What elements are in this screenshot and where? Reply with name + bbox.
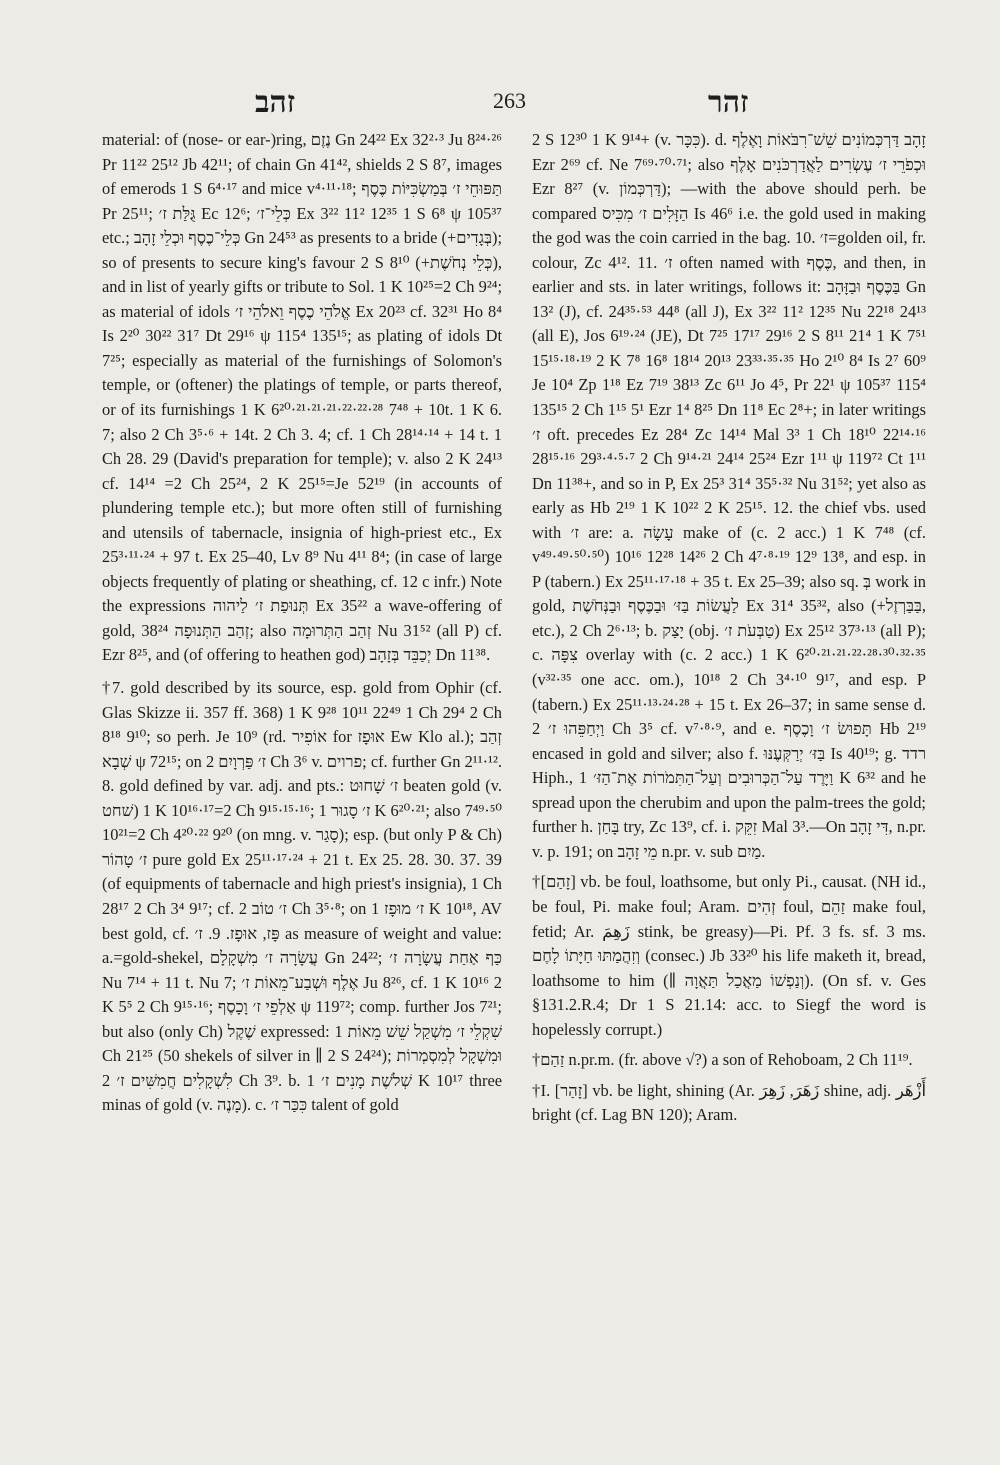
page-number: 263 — [493, 88, 526, 113]
right-column — [532, 128, 926, 1134]
right-paragraph-1: 2 S 12³⁰ 1 K 9¹⁴+ (v. כִּכָּר). d. זָהָב דַּרְכְּמוֹנִים שֵׁשׁ־רִבֹּאוֹת וָאֶלֶף Ezr 2⁶⁹ cf. Ne 7⁶⁹·⁷⁰·⁷¹; also וּכְפֹרֵי ז׳ עֶשְׂרִים לַאֲדַרְכֹּנִים אָלֶף Ezr 8²⁷ (v. דַּרְכְּמוֹן); —with the above should perh. be compared הַזָּלִים ז׳ מִכִּיס Is 46⁶ i.e. the gold used in making the god was the coin carried in the bag. 10. ז׳=golden oil, fr. colour, Zc 4¹². 11. ז׳ often named with כֶּסֶף, and then, in earlier and sts. in later writings, follows it: בַּכֶּסֶף וּבַזָּהָב Gn 13² (J), cf. 24³⁵·⁵³ 44⁸ (all J), Ex 3²² 11² 12³⁵ Nu 22¹⁸ 24¹³ (all E), Jos 6¹⁹·²⁴ (JE), Dt 7²⁵ 17¹⁷ 29¹⁶ 2 S 8¹¹ 21⁴ 1 K 7⁵¹ 15¹⁵·¹⁸·¹⁹ 2 K 7⁸ 16⁸ 18¹⁴ 20¹³ 23³³·³⁵·³⁵ Ho 2¹⁰ 8⁴ Is 2⁷ 60⁹ Je 10⁴ Zp 1¹⁸ Ez 7¹⁹ 38¹³ Zc 6¹¹ Jo 4⁵, Pr 22¹ ψ 105³⁷ 115⁴ 135¹⁵ 2 Ch 1¹⁵ 5¹ Ezr 1⁴ 8²⁵ Dn 11⁸ Ec 2⁸+; in later writings ז׳ oft. precedes Ez 28⁴ Zc 14¹⁴ Mal 3³ 1 Ch 18¹⁰ 22¹⁴·¹⁶ 28¹⁵·¹⁶ 29³·⁴·⁵·⁷ 2 Ch 9¹⁴·²¹ 24¹⁴ 25²⁴ Ezr 1¹¹ ψ 119⁷² Ct 1¹¹ Dn 11³⁸+, and so in P, Ex 25³ 31⁴ 35⁵·³² Nu 31⁵²; yet also as early as Hb 2¹⁹ 1 K 10²² 2 K 25¹⁵. 12. the chief vbs. used with ז׳ are: a. עָשָׂה make of (c. 2 acc.) 1 K 7⁴⁸ (cf. v⁴⁹·⁴⁹·⁵⁰·⁵⁰) 10¹⁶ 12²⁸ 14²⁶ 2 Ch 4⁷·⁸·¹⁹ 12⁹ 13⁸, and esp. in P (tabern.) Ex 25¹¹·¹⁷·¹⁸ + 35 t. Ex 25–39; also sq. בְּ work in gold, לַעֲשׂוֹת בַּזּ׳ וּבַכֶּסֶף וּבַנְּחֹשֶׁת Ex 31⁴ 35³², also (+בַּבַּרְזֶל, etc.), 2 Ch 2⁶·¹³; b. יָצַק (obj. טַבְּעֹת ז׳) Ex 25¹² 37³·¹³ (all P); c. צִפָּה overlay with (c. 2 acc.) 1 K 6²⁰·²¹·²¹·²²·²⁸·³⁰·³²·³⁵ (v³²·³⁵ one acc. om.), 10¹⁸ 2 Ch 3⁴·¹⁰ 9¹⁷, and esp. P (tabern.) Ex 25¹¹·¹³·²⁴·²⁸ + 15 t. Ex 26–37; in same sense d. וַיְחַפֵּהוּ ז׳ 2 Ch 3⁵ cf. v⁷·⁸·⁹, and e. תָּפוּשׂ ז׳ וָכֶסֶף Hb 2¹⁹ encased in gold and silver; also f. בַּזּ׳ יְרַקְּעֶנּוּ Is 40¹⁹; g. רדד Hiph., וַיָּרֶד עַל־הַכְּרוּבִים וְעַל־הַתִּמֹרוֹת אֶת־הַזּ׳ 1 K 6³² and he spread upon the cherubim and upon the palm-trees the gold; further h. בָּחַן try, Zc 13⁹, cf. i. זִקֵּק Mal 3³.—On דִּי זָהָב, n.pr. v. p. 191; on מֵי זָהָב n.pr. v. sub מַיִם. — [532, 130, 927, 861]
headword-left: זהב — [255, 86, 296, 119]
entry-zahar-verb: †I. [זָהַר] vb. be light, shining (Ar. زَهَرَ, زَهِرَ shine, adj. أَزْهَر bright (cf. Lag BN 120); Aram. — [532, 1080, 926, 1125]
entry-zaham-verb: †[זָהַם] vb. be foul, loathsome, but only Pi., causat. (NH id., be foul, Pi. make foul; Aram. זְהִים foul, זַהֵם make foul, fetid; Ar. زَهِمَ stink, be greasy)—Pi. Pf. 3 fs. sf. 3 ms. וְזִהֲמַתּוּ חַיָּתוֹ לָחֶם (consec.) Jb 33²⁰ his life maketh it, bread, loathsome to him (∥ וְנַפְשׁוֹ מַאֲכַל תַּאֲוָה). (On sf. v. Ges §131.2.R.4; Dr 1 S 21.14: acc. to Siegf the word is hopelessly corrupt.) — [532, 872, 927, 1039]
headword-right: זהר — [708, 86, 749, 119]
left-paragraph-1: material: of (nose- or ear-)ring, נֶזֶם Gn 24²² Ex 32²·³ Ju 8²⁴·²⁶ Pr 11²² 25¹² Jb 42¹¹; of chain Gn 41⁴², shields 2 S 8⁷, images of emerods 1 S 6⁴·¹⁷ and mice v⁴·¹¹·¹⁸; תַּפּוּחֵי ז׳ בְּמַשְׂכִּיּוֹת כֶּסֶף Pr 25¹¹; גֻּלַּת ז׳ Ec 12⁶; כְּלֵי־ז׳ Ex 3²² 11² 12³⁵ 1 S 6⁸ ψ 105³⁷ etc.; כְּלֵי־כֶסֶף וּכְלֵי זָהָב Gn 24⁵³ as presents to a bride (+בְּגָדִים); so of presents to secure king's favour 2 S 8¹⁰ (+כְּלֵי נְחֹשֶׁת), and in list of yearly gifts or tribute to Sol. 1 K 10²⁵=2 Ch 9²⁴; as material of idols אֱלֹהֵי כֶסֶף וֵאלֹהֵי ז׳ Ex 20²³ cf. 32³¹ Ho 8⁴ Is 2²⁰ 30²² 31⁷ Dt 29¹⁶ ψ 115⁴ 135¹⁵; as plating of idols Dt 7²⁵; especially as material of the furnishings of Solomon's temple, or (oftener) the platings of temple, or parts thereof, or of its furnishings 1 K 6²⁰·²¹·²¹·²¹·²²·²²·²⁸ 7⁴⁸ + 10t. 1 K 6. 7; also 2 Ch 3⁵·⁶ + 14t. 2 Ch 3. 4; cf. 1 Ch 28¹⁴·¹⁴ + 14 t. 1 Ch 28. 29 (David's preparation for temple); v. also 2 K 24¹³ cf. 14¹⁴ =2 Ch 25²⁴, 2 K 25¹⁵=Je 52¹⁹ (in accounts of plundering temple etc.); but more often still of furnishing and utensils of tabernacle, insignia of high-priest etc., Ex 25³·¹¹·²⁴ + 97 t. Ex 25–40, Lv 8⁹ Nu 4¹¹ 8⁴; (in case of large objects frequently of plating or sheathing, cf. 12 c infr.) Note the expressions תְּנוּפַת ז׳ לַיהוה Ex 35²² a wave-offering of gold, זְהַב הַתְּנוּפָה 38²⁴; also זְהַב הַתְּרוּמָה Nu 31⁵² (all P) cf. Ezr 8²⁵, and (of offering to heathen god) יְכַבֵּד בְּזָהָב Dn 11³⁸. — [102, 130, 503, 665]
entry-zaham-proper-name: †זַהַם n.pr.m. (fr. above √?) a son of Rehoboam, 2 Ch 11¹⁹. — [532, 1050, 913, 1070]
left-paragraph-2: †7. gold described by its source, esp. gold from Ophir (cf. Glas Skizze ii. 357 ff. 368) 1 K 9²⁸ 10¹¹ 22⁴⁹ 1 Ch 29⁴ 2 Ch 8¹⁸ 9¹⁰; so perh. Je 10⁹ (rd. אוֹפִיר for אוּפָז Ew Klo al.); זְהַב שְׁבָא ψ 72¹⁵; on ז׳ פַּרְוָיִם 2 Ch 3⁶ v. פרוים; cf. further Gn 2¹¹·¹². 8. gold defined by var. adj. and pts.: ז׳ שָׁחוּט beaten gold (v. שׁחט) 1 K 10¹⁶·¹⁷=2 Ch 9¹⁵·¹⁵·¹⁶; ז׳ סָגוּר 1 K 6²⁰·²¹; also 7⁴⁹·⁵⁰ 10²¹=2 Ch 4²⁰·²² 9²⁰ (on mng. v. סָגַר); esp. (but only P & Ch) ז׳ טָהוֹר pure gold Ex 25¹¹·¹⁷·²⁴ + 21 t. Ex 25. 28. 30. 37. 39 (of equipments of tabernacle and high priest's insignia), 1 Ch 28¹⁷ 2 Ch 3⁴ 9¹⁷; cf. ז׳ טוֹב 2 Ch 3⁵·⁸; on ז׳ מוּפָז 1 K 10¹⁸, AV best gold, cf. פָּז, אוּפָז. 9. ז׳ as measure of weight and value: a.=gold-shekel, עֲשָׂרָה ז׳ מִשְׁקָלָם Gn 24²²; כַּף אַחַת עֲשָׂרָה ז׳ Nu 7¹⁴ + 11 t. Nu 7; אֶלֶף וּשְׁבַע־מֵאוֹת ז׳ Ju 8²⁶, cf. 1 K 10¹⁶ 2 K 5⁵ 2 Ch 9¹⁵·¹⁶; אַלְפֵי ז׳ וָכָסֶף ψ 119⁷²; comp. further Jos 7²¹; but also (only Ch) שֶׁקֶל expressed: שִׁקְלֵי ז׳ מִשְׁקַל שֵׁשׁ מֵאוֹת 1 Ch 21²⁵ (50 shekels of silver in ∥ 2 S 24²⁴); וּמִשְׁקָל לְמִסְמְרוֹת לִשְׁקָלִים חֲמִשִּׁים ז׳ 2 Ch 3⁹. b. שְׁלֹשֶׁת מָנִים ז׳ 1 K 10¹⁷ three minas of gold (v. מָנֶה). c. כִּכַּר ז׳ talent of gold — [102, 678, 503, 1115]
left-column — [102, 128, 502, 1126]
page-header — [0, 82, 1000, 122]
